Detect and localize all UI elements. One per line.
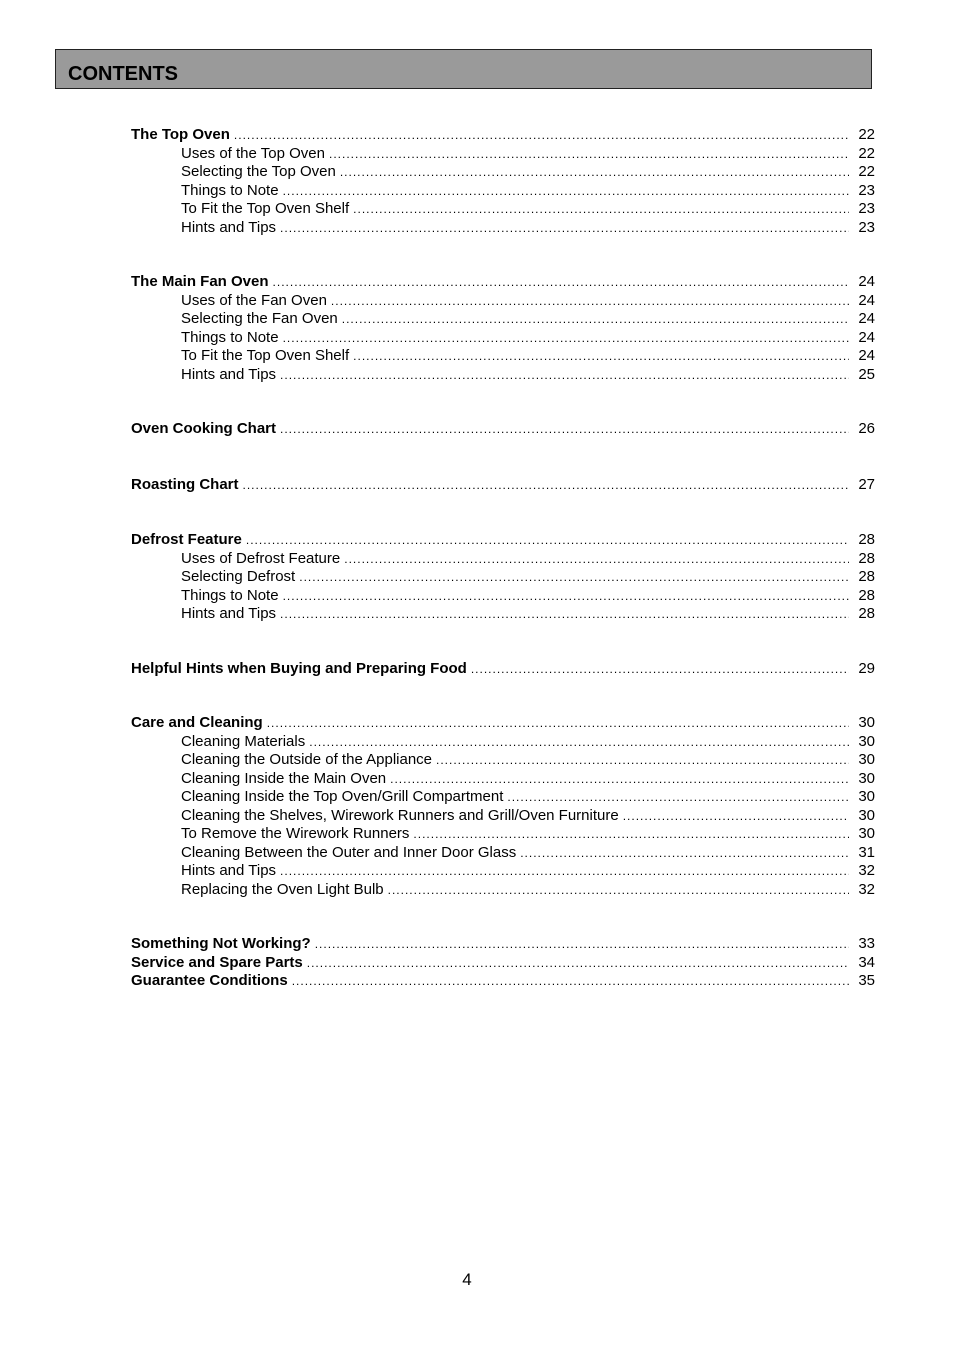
dot-leader [280, 862, 849, 881]
page-number: 31 [858, 843, 875, 861]
page-number: 30 [858, 788, 875, 805]
toc-subentry[interactable] [131, 550, 875, 569]
dot-leader [243, 476, 849, 495]
section-spacer [131, 237, 875, 273]
section-spacer [131, 494, 875, 531]
toc-subentry[interactable] [131, 182, 875, 201]
section-spacer [131, 624, 875, 660]
dot-leader [283, 329, 849, 348]
toc-subentry[interactable] [131, 292, 875, 311]
dot-leader [390, 770, 849, 789]
page-number: 24 [858, 273, 875, 290]
subentry-label: Hints and Tips [181, 365, 277, 383]
toc-section-entry[interactable] [131, 420, 875, 439]
page-number: 28 [858, 586, 875, 604]
page-number: 27 [858, 475, 875, 493]
page-number: 22 [858, 144, 875, 162]
toc-subentry[interactable] [131, 751, 875, 770]
dot-leader [315, 935, 849, 954]
subentry-label: Things to Note [181, 586, 279, 604]
dot-leader [292, 972, 849, 991]
section-title: The Main Fan Oven [131, 273, 269, 290]
section-title: Roasting Chart [131, 475, 239, 493]
page-number: 22 [858, 126, 875, 143]
toc-section-entry[interactable] [131, 972, 875, 991]
subentry-label: Selecting Defrost [181, 568, 296, 585]
dot-leader [267, 714, 849, 733]
page-title: CONTENTS [68, 63, 178, 85]
toc-subentry[interactable] [131, 200, 875, 219]
section-title: The Top Oven [131, 126, 230, 143]
dot-leader [309, 733, 849, 752]
section-title: Service and Spare Parts [131, 953, 303, 971]
page-number: 24 [858, 328, 875, 346]
page-number: 29 [858, 659, 875, 677]
subentry-label: Replacing the Oven Light Bulb [181, 880, 384, 898]
toc-subentry[interactable] [131, 310, 875, 329]
section-title: Helpful Hints when Buying and Preparing Food [131, 659, 467, 677]
subentry-label: Cleaning Between the Outer and Inner Door Glass [181, 843, 517, 861]
page-number: 28 [858, 568, 875, 585]
page-number: 26 [858, 420, 875, 437]
section-title: Guarantee Conditions [131, 972, 288, 989]
subentry-label: Cleaning Inside the Main Oven [181, 769, 387, 787]
toc-subentry[interactable] [131, 788, 875, 807]
toc-subentry[interactable] [131, 587, 875, 606]
page-number: 35 [858, 972, 875, 989]
dot-leader [471, 660, 849, 679]
page-number: 30 [858, 732, 875, 750]
dot-leader [353, 200, 849, 219]
subentry-label: Hints and Tips [181, 218, 277, 236]
toc-subentry[interactable] [131, 366, 875, 385]
page-number: 30 [858, 714, 875, 731]
section-title: Something Not Working? [131, 935, 311, 952]
toc-section-entry[interactable] [131, 935, 875, 954]
page-number: 34 [858, 953, 875, 971]
dot-leader [299, 568, 849, 587]
subentry-label: Cleaning the Shelves, Wirework Runners and Grill/Oven Furniture [181, 806, 619, 824]
page-number: 25 [858, 365, 875, 383]
section-spacer [131, 384, 875, 420]
subentry-label: Uses of the Top Oven [181, 144, 325, 162]
toc-subentry[interactable] [131, 825, 875, 844]
dot-leader [520, 844, 849, 863]
toc-subentry[interactable] [131, 807, 875, 826]
page-number: 23 [858, 200, 875, 217]
section-title: Care and Cleaning [131, 714, 263, 731]
page-number: 24 [858, 310, 875, 327]
dot-leader [246, 531, 849, 550]
section-spacer [131, 439, 875, 476]
toc-subentry[interactable] [131, 163, 875, 182]
dot-leader [623, 807, 849, 826]
subentry-label: To Fit the Top Oven Shelf [181, 200, 350, 217]
dot-leader [280, 219, 849, 238]
subentry-label: Cleaning Materials [181, 732, 306, 750]
dot-leader [280, 366, 849, 385]
page-number: 22 [858, 163, 875, 180]
subentry-label: Things to Note [181, 328, 279, 346]
toc-section-entry[interactable] [131, 476, 875, 495]
subentry-label: Uses of the Fan Oven [181, 291, 327, 309]
toc-subentry[interactable] [131, 605, 875, 624]
page-number: 23 [858, 218, 875, 236]
toc-section-entry[interactable] [131, 954, 875, 973]
page-number: 30 [858, 806, 875, 824]
page-number: 30 [858, 769, 875, 787]
table-of-contents [131, 126, 875, 991]
page-number: 28 [858, 549, 875, 567]
page-number: 28 [858, 605, 875, 622]
dot-leader [436, 751, 849, 770]
dot-leader [283, 182, 849, 201]
footer-page-number: 4 [462, 1270, 472, 1289]
toc-subentry[interactable] [131, 881, 875, 900]
dot-leader [307, 954, 849, 973]
subentry-label: Selecting the Fan Oven [181, 310, 338, 327]
toc-subentry[interactable] [131, 329, 875, 348]
section-title: Oven Cooking Chart [131, 420, 277, 437]
page-number: 30 [858, 825, 875, 842]
toc-section-entry[interactable] [131, 714, 875, 733]
toc-section-entry[interactable] [131, 126, 875, 145]
dot-leader [342, 310, 849, 329]
page-number: 23 [858, 181, 875, 199]
toc-section-entry[interactable] [131, 531, 875, 550]
dot-leader [353, 347, 849, 366]
section-spacer [131, 678, 875, 714]
toc-subentry[interactable] [131, 347, 875, 366]
subentry-label: Uses of Defrost Feature [181, 549, 341, 567]
dot-leader [329, 145, 849, 164]
dot-leader [273, 273, 849, 292]
toc-section-entry[interactable] [131, 660, 875, 679]
subentry-label: To Fit the Top Oven Shelf [181, 347, 350, 364]
subentry-label: To Remove the Wirework Runners [181, 825, 410, 842]
page-number: 33 [858, 935, 875, 952]
subentry-label: Cleaning Inside the Top Oven/Grill Compartment [181, 788, 504, 805]
dot-leader [280, 420, 849, 439]
toc-subentry[interactable] [131, 733, 875, 752]
dot-leader [283, 587, 849, 606]
dot-leader [507, 788, 849, 807]
section-spacer [131, 899, 875, 935]
page-number: 24 [858, 347, 875, 364]
dot-leader [234, 126, 849, 145]
toc-subentry[interactable] [131, 568, 875, 587]
toc-subentry[interactable] [131, 844, 875, 863]
toc-subentry[interactable] [131, 145, 875, 164]
dot-leader [340, 163, 849, 182]
page-number: 32 [858, 862, 875, 879]
toc-subentry[interactable] [131, 862, 875, 881]
toc-section-entry[interactable] [131, 273, 875, 292]
dot-leader [331, 292, 849, 311]
page-number: 32 [858, 880, 875, 898]
toc-subentry[interactable] [131, 219, 875, 238]
subentry-label: Hints and Tips [181, 862, 277, 879]
page-number: 30 [858, 751, 875, 768]
subentry-label: Things to Note [181, 181, 279, 199]
dot-leader [280, 605, 849, 624]
dot-leader [344, 550, 849, 569]
page-number: 28 [858, 531, 875, 548]
page-number: 24 [858, 291, 875, 309]
dot-leader [413, 825, 849, 844]
subentry-label: Selecting the Top Oven [181, 163, 336, 180]
toc-subentry[interactable] [131, 770, 875, 789]
dot-leader [388, 881, 849, 900]
subentry-label: Cleaning the Outside of the Appliance [181, 751, 433, 768]
section-title: Defrost Feature [131, 531, 242, 548]
subentry-label: Hints and Tips [181, 605, 277, 622]
contents-header-bar [55, 49, 872, 89]
